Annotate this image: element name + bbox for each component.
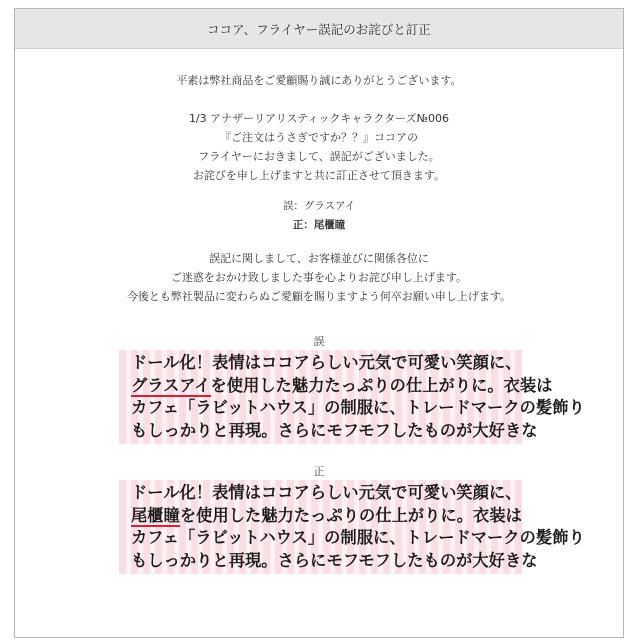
wrong-label: 誤 [313, 335, 325, 348]
product-line: お詫びを申し上げますと共に訂正させて頂きます。 [192, 169, 446, 182]
excerpt-line-rest: を使用した魅力たっぷりの仕上がりに。衣装は [179, 505, 522, 525]
correct-excerpt [119, 480, 585, 574]
excerpt-line: もしっかりと再現。さらにモフモフしたものが大好きな [131, 420, 538, 440]
excerpt-line [131, 375, 553, 398]
product-line: 『ご注文はうさぎですか？？』ココアの [220, 131, 418, 144]
product-line: 1/3 アナザーリアリスティックキャラクターズ№006 [188, 112, 450, 125]
excerpt-line-rest: を使用した魅力たっぷりの仕上がりに。衣装は [210, 375, 553, 395]
correct-label: 正 [313, 465, 325, 478]
product-paragraph [15, 109, 623, 185]
errata-summary [15, 197, 623, 235]
greeting-text [15, 71, 623, 90]
excerpt-line: ドール化！表情はココアらしい元気で可愛い笑顔に、 [131, 483, 522, 502]
apology-paragraph [15, 249, 623, 306]
excerpt-line: もしっかりと再現。さらにモフモフしたものが大好きな [131, 550, 538, 570]
errata-wrong: 誤：グラスアイ [282, 200, 356, 212]
apology-line: 誤記に関しまして、お客様並びに関係各位に [209, 252, 429, 265]
excerpt-line: カフェ「ラビットハウス」の制服に、トレードマークの髪飾り [131, 528, 585, 547]
wrong-excerpt [119, 350, 585, 444]
apology-line: 今後とも弊社製品に変わらぬご愛顧を賜りますよう何卒お願い申し上げます。 [126, 290, 512, 303]
notice-title: ココア、フライヤー誤記のお詫びと訂正 [15, 9, 623, 49]
excerpt-line [131, 505, 522, 528]
greeting-line: 平素は弊社商品をご愛顧賜り誠にありがとうございます。 [176, 74, 462, 87]
product-line: フライヤーにおきまして、誤記がございました。 [198, 150, 440, 163]
apology-line: ご迷惑をおかけ致しました事を心よりお詫び申し上げます。 [170, 271, 468, 284]
excerpt-line: ドール化！表情はココアらしい元気で可愛い笑顔に、 [131, 353, 522, 372]
errata-correct: 正：尾櫃瞳 [292, 219, 346, 231]
notice-frame [14, 8, 624, 638]
excerpt-line: カフェ「ラビットハウス」の制服に、トレードマークの髪飾り [131, 398, 585, 417]
wrong-term-highlight: グラスアイ [131, 375, 211, 395]
correct-term-highlight: 尾櫃瞳 [131, 505, 180, 525]
